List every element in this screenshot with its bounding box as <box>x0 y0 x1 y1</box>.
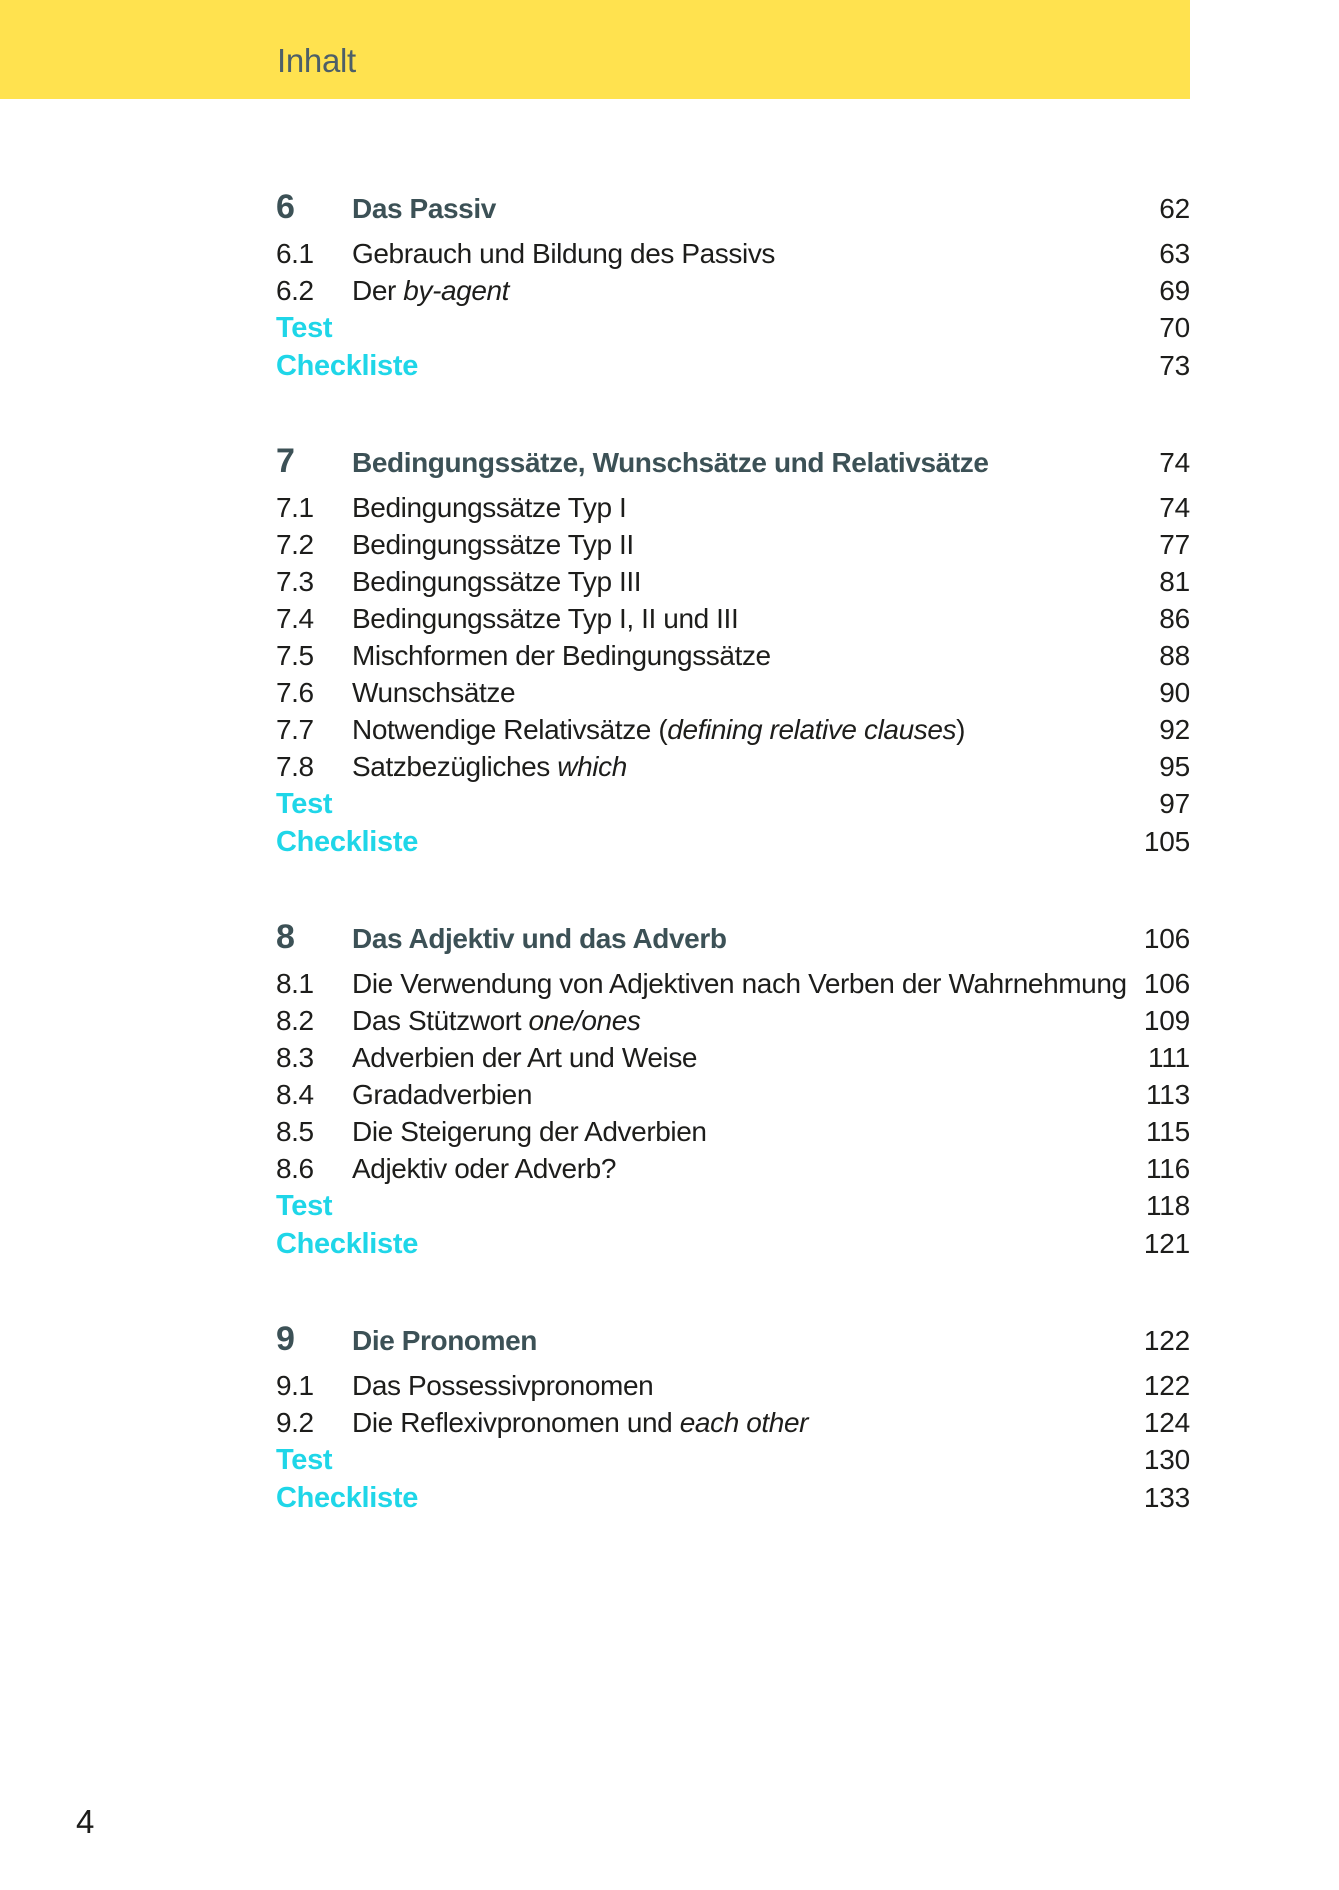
toc-entry-row <box>276 563 1190 600</box>
entry-number: 9.2 <box>276 1407 314 1438</box>
toc-entry-row <box>276 1002 1190 1039</box>
section-heading-row <box>276 915 1190 961</box>
entry-number: 7.2 <box>276 529 314 560</box>
entry-page-number: 116 <box>1145 1153 1190 1184</box>
entry-number: 7.3 <box>276 566 314 597</box>
entry-title <box>352 711 965 748</box>
entry-number: 8.4 <box>276 1079 314 1110</box>
toc-entry-row <box>276 526 1190 563</box>
test-row <box>276 1187 1190 1225</box>
section-title: Das Passiv <box>352 193 496 224</box>
section-page-number: 74 <box>1159 447 1190 478</box>
special-page-number: 70 <box>1159 312 1190 343</box>
entry-number: 6.2 <box>276 275 314 306</box>
toc-entry-row <box>276 1039 1190 1076</box>
special-page-number: 73 <box>1159 350 1190 381</box>
toc-entry-row <box>276 1404 1190 1441</box>
entry-page-number: 111 <box>1148 1042 1190 1073</box>
entry-number: 9.1 <box>276 1370 314 1401</box>
entry-title-segment: Bedingungssätze Typ II <box>352 529 634 560</box>
entry-title <box>352 235 775 272</box>
toc-entry-row <box>276 1150 1190 1187</box>
entry-page-number: 86 <box>1159 603 1190 634</box>
toc-entry-row <box>276 1367 1190 1404</box>
toc-section <box>276 185 1190 385</box>
entry-title-segment: Bedingungssätze Typ I, II und III <box>352 603 739 634</box>
entry-title-italic-segment: by-agent <box>403 275 510 306</box>
entry-title-italic-segment: each other <box>679 1407 809 1438</box>
checkliste-label: Checkliste <box>276 1228 419 1260</box>
entry-number: 8.6 <box>276 1153 314 1184</box>
entry-page-number: 109 <box>1143 1005 1190 1036</box>
section-title: Das Adjektiv und das Adverb <box>352 923 727 954</box>
entry-number: 7.6 <box>276 677 314 708</box>
checkliste-row <box>276 1225 1190 1263</box>
toc-entry-row <box>276 711 1190 748</box>
header-bar <box>0 0 1190 99</box>
toc-entry-row <box>276 748 1190 785</box>
entry-title-segment: Mischformen der Bedingungssätze <box>352 640 771 671</box>
toc-section <box>276 439 1190 861</box>
entry-title-segment: Bedingungssätze Typ III <box>352 566 642 597</box>
entry-number: 7.5 <box>276 640 314 671</box>
entry-title <box>352 489 626 526</box>
entry-title <box>352 563 641 600</box>
section-page-number: 106 <box>1143 923 1190 954</box>
checkliste-row <box>276 823 1190 861</box>
test-row <box>276 309 1190 347</box>
test-label: Test <box>276 1190 333 1222</box>
entry-title <box>352 1002 640 1039</box>
entry-title <box>352 748 627 785</box>
toc-entry-row <box>276 1076 1190 1113</box>
toc-entry-row <box>276 965 1190 1002</box>
entry-page-number: 74 <box>1159 492 1190 523</box>
entry-title-segment: Adjektiv oder Adverb? <box>352 1153 616 1184</box>
toc <box>0 185 1339 1571</box>
special-page-number: 105 <box>1143 826 1190 857</box>
folio-page-number: 4 <box>76 1803 95 1840</box>
entry-title <box>352 1404 808 1441</box>
entry-page-number: 122 <box>1143 1370 1190 1401</box>
checkliste-row <box>276 1479 1190 1517</box>
entry-number: 7.1 <box>276 492 314 523</box>
section-heading-row <box>276 439 1190 485</box>
section-number: 7 <box>276 442 294 480</box>
entry-title-segment: Gebrauch und Bildung des Passivs <box>352 238 776 269</box>
entry-page-number: 69 <box>1159 275 1190 306</box>
entry-page-number: 63 <box>1159 238 1190 269</box>
checkliste-label: Checkliste <box>276 350 419 382</box>
checkliste-label: Checkliste <box>276 826 419 858</box>
entry-title-italic-segment: which <box>557 751 627 782</box>
section-number: 8 <box>276 918 294 956</box>
toc-entry-row <box>276 489 1190 526</box>
entry-title <box>352 600 738 637</box>
section-number: 6 <box>276 188 294 226</box>
section-page-number: 122 <box>1143 1325 1190 1356</box>
entry-title <box>352 272 509 309</box>
section-title: Bedingungssätze, Wunschsätze und Relativsätze <box>352 447 989 478</box>
entry-number: 8.5 <box>276 1116 314 1147</box>
entry-title-italic-segment: defining relative clauses <box>667 714 957 745</box>
entry-title-segment: Die Verwendung von Adjektiven nach Verben der Wahrnehmung <box>352 968 1127 999</box>
special-page-number: 97 <box>1159 788 1190 819</box>
entry-number: 7.4 <box>276 603 314 634</box>
entry-title-segment: Das Possessivpronomen <box>352 1370 654 1401</box>
section-page-number: 62 <box>1159 193 1190 224</box>
test-row <box>276 785 1190 823</box>
entry-title <box>352 1367 653 1404</box>
entry-title-segment: Das Stützwort <box>352 1005 529 1036</box>
entry-number: 7.8 <box>276 751 314 782</box>
test-label: Test <box>276 312 333 344</box>
entry-title <box>352 1150 616 1187</box>
entry-title <box>352 637 771 674</box>
entry-page-number: 92 <box>1159 714 1190 745</box>
entry-title <box>352 1076 532 1113</box>
special-page-number: 130 <box>1143 1444 1190 1475</box>
entry-title-segment: Satzbezügliches <box>352 751 558 782</box>
entry-page-number: 88 <box>1159 640 1190 671</box>
test-row <box>276 1441 1190 1479</box>
entry-title-italic-segment: one/ones <box>528 1005 641 1036</box>
section-title: Die Pronomen <box>352 1325 538 1356</box>
entry-title-segment: Bedingungssätze Typ I <box>352 492 627 523</box>
section-heading-row <box>276 1317 1190 1363</box>
entry-title-segment: Notwendige Relativsätze ( <box>352 714 668 745</box>
test-label: Test <box>276 1444 333 1476</box>
checkliste-label: Checkliste <box>276 1482 419 1514</box>
entry-title-segment: Der <box>352 275 404 306</box>
entry-title <box>352 965 1127 1002</box>
entry-title-segment: Wunschsätze <box>352 677 516 708</box>
toc-section <box>276 915 1190 1263</box>
checkliste-row <box>276 347 1190 385</box>
entry-page-number: 124 <box>1143 1407 1190 1438</box>
entry-number: 6.1 <box>276 238 314 269</box>
entry-page-number: 81 <box>1159 566 1190 597</box>
entry-title-segment: Die Steigerung der Adverbien <box>352 1116 707 1147</box>
entry-number: 7.7 <box>276 714 314 745</box>
toc-entry-row <box>276 637 1190 674</box>
entry-title <box>352 1039 697 1076</box>
special-page-number: 133 <box>1143 1482 1190 1513</box>
toc-entry-row <box>276 674 1190 711</box>
entry-page-number: 106 <box>1143 968 1190 999</box>
toc-entry-row <box>276 1113 1190 1150</box>
section-number: 9 <box>276 1320 294 1358</box>
special-page-number: 121 <box>1143 1228 1190 1259</box>
entry-title-segment: ) <box>956 714 966 745</box>
entry-title <box>352 526 634 563</box>
entry-page-number: 77 <box>1159 529 1190 560</box>
entry-number: 8.2 <box>276 1005 314 1036</box>
entry-page-number: 90 <box>1159 677 1190 708</box>
entry-title <box>352 674 515 711</box>
page-title: Inhalt <box>277 42 356 79</box>
entry-title <box>352 1113 707 1150</box>
entry-title-segment: Die Reflexivpronomen und <box>352 1407 680 1438</box>
toc-entry-row <box>276 235 1190 272</box>
entry-page-number: 95 <box>1159 751 1190 782</box>
entry-number: 8.1 <box>276 968 314 999</box>
entry-page-number: 115 <box>1145 1116 1190 1147</box>
entry-number: 8.3 <box>276 1042 314 1073</box>
section-heading-row <box>276 185 1190 231</box>
special-page-number: 118 <box>1145 1190 1190 1221</box>
entry-title-segment: Gradadverbien <box>352 1079 533 1110</box>
toc-entry-row <box>276 600 1190 637</box>
entry-page-number: 113 <box>1145 1079 1190 1110</box>
entry-title-segment: Adverbien der Art und Weise <box>352 1042 698 1073</box>
toc-section <box>276 1317 1190 1517</box>
test-label: Test <box>276 788 333 820</box>
toc-entry-row <box>276 272 1190 309</box>
